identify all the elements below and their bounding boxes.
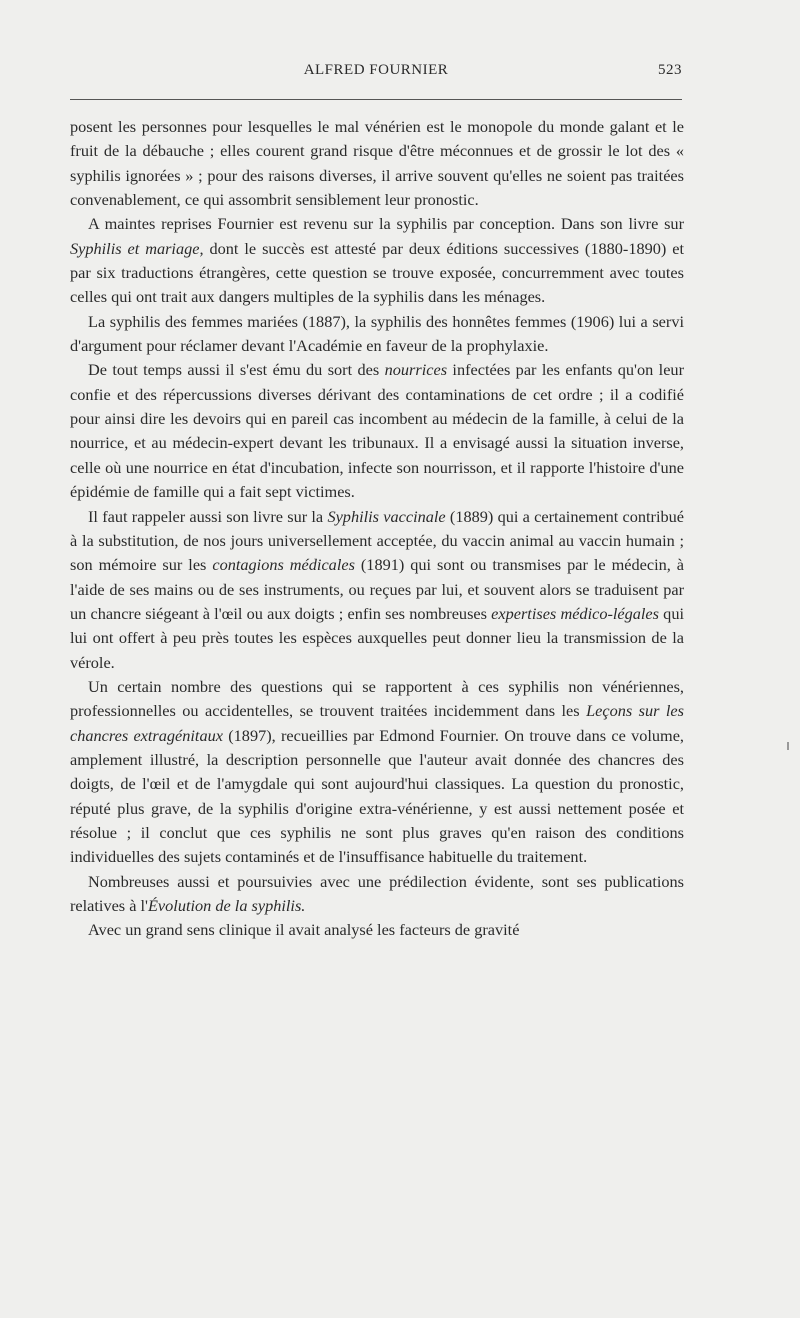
paragraph [70,212,684,309]
italic-title: nourrices [384,360,448,380]
margin-mark [787,742,789,750]
text-run: qui lui ont offert à peu près toutes les espèces auxquelles peut donner lieu la transmission de la vérole. [70,603,684,672]
page-number: 523 [658,62,682,78]
paragraph [70,918,684,942]
paragraph [70,115,684,212]
text-run: posent les personnes pour lesquelles le mal vénérien est le monopole du monde galant et le fruit de la débauche ; elles courent grand risque d'être méconnues et de grossir le lot des « syphilis ignorées » ; pour des raisons diverses, il arrive souvent qu'elles ne soient pas traitées convenablement, ce qui assombrit sensiblement leur pronostic. [70,117,684,210]
text-run: (1889) qui a certainement contribué à la substitution, de nos jours universellement acceptée, du vaccin animal au vaccin humain ; son mémoire sur les [70,506,684,575]
running-title: ALFRED FOURNIER [303,62,449,78]
paragraph [70,870,684,919]
body-text [70,115,684,943]
text-run: Avec un grand sens clinique il avait analysé les facteurs de gravité [88,920,520,940]
paragraph [70,358,684,504]
running-header [70,62,682,86]
paragraph [70,310,684,359]
header-rule [70,99,682,100]
italic-title: contagions médicales [212,555,355,575]
text-run: A maintes reprises Fournier est revenu sur la syphilis par conception. Dans son livre sur [88,214,684,234]
paragraph [70,675,684,870]
text-run: (1891) qui sont ou transmises par le médecin, à l'aide de ses mains ou de ses instruments, ou reçues par lui, et souvent alors se traduisent par un chancre siégeant à l'œil ou aux doigts ; enfin ses nombreuses [70,555,685,623]
text-run: La syphilis des femmes mariées (1887), la syphilis des honnêtes femmes (1906) lui a servi d'argument pour réclamer devant l'Académie en faveur de la prophylaxie. [70,311,684,356]
italic-title: expertises médico-légales [491,603,659,623]
text-run: Il faut rappeler aussi son livre sur la [88,506,328,526]
paragraph [70,505,684,675]
text-run: dont le succès est attesté par deux éditions successives (1880-1890) et par six traductions étrangères, cette question se trouve exposée, concurremment avec toutes celles qui ont trait aux dangers multiples de la syphilis dans les ménages. [70,238,685,307]
text-run: infectées par les enfants qu'on leur confie et des répercussions diverses dérivant des contaminations de cet ordre ; il a codifié pour ainsi dire les devoirs qui en pareil cas incombent au médecin de la famille, à celui de la nourrice, et au médecin-expert devant les tribunaux. Il a envisagé aussi la situation inverse, celle où une nourrice en état d'incubation, infecte son nourrisson, et il rapporte l'histoire d'une épidémie de famille qui a fait sept victimes. [70,360,684,502]
italic-title: Leçons sur les chancres extragénitaux [70,701,684,745]
text-run: De tout temps aussi il s'est ému du sort des [88,360,385,380]
text-run: Nombreuses aussi et poursuivies avec une prédilection évidente, sont ses publications relatives à l' [70,871,684,915]
italic-title: Syphilis et mariage, [70,238,204,258]
italic-title: Syphilis vaccinale [327,506,446,526]
italic-title: Évolution de la syphilis. [147,896,306,915]
text-run: (1897), recueillies par Edmond Fournier. On trouve dans ce volume, amplement illustré, la description personnelle que l'auteur avait donnée des chancres des doigts, de l'œil et de l'amygdale qui sont aujourd'hui classiques. La question du pronostic, réputé plus grave, de la syphilis d'origine extra-vénérienne, y est aussi nettement posée et résolue ; il conclut que ces syphilis ne sont plus graves qu'en raison des conditions individuelles des sujets contaminés et de l'insuffisance habituelle du traitement. [70,725,684,867]
text-run: Un certain nombre des questions qui se rapportent à ces syphilis non vénériennes, professionnelles ou accidentelles, se trouvent traitées incidemment dans les [70,676,684,721]
